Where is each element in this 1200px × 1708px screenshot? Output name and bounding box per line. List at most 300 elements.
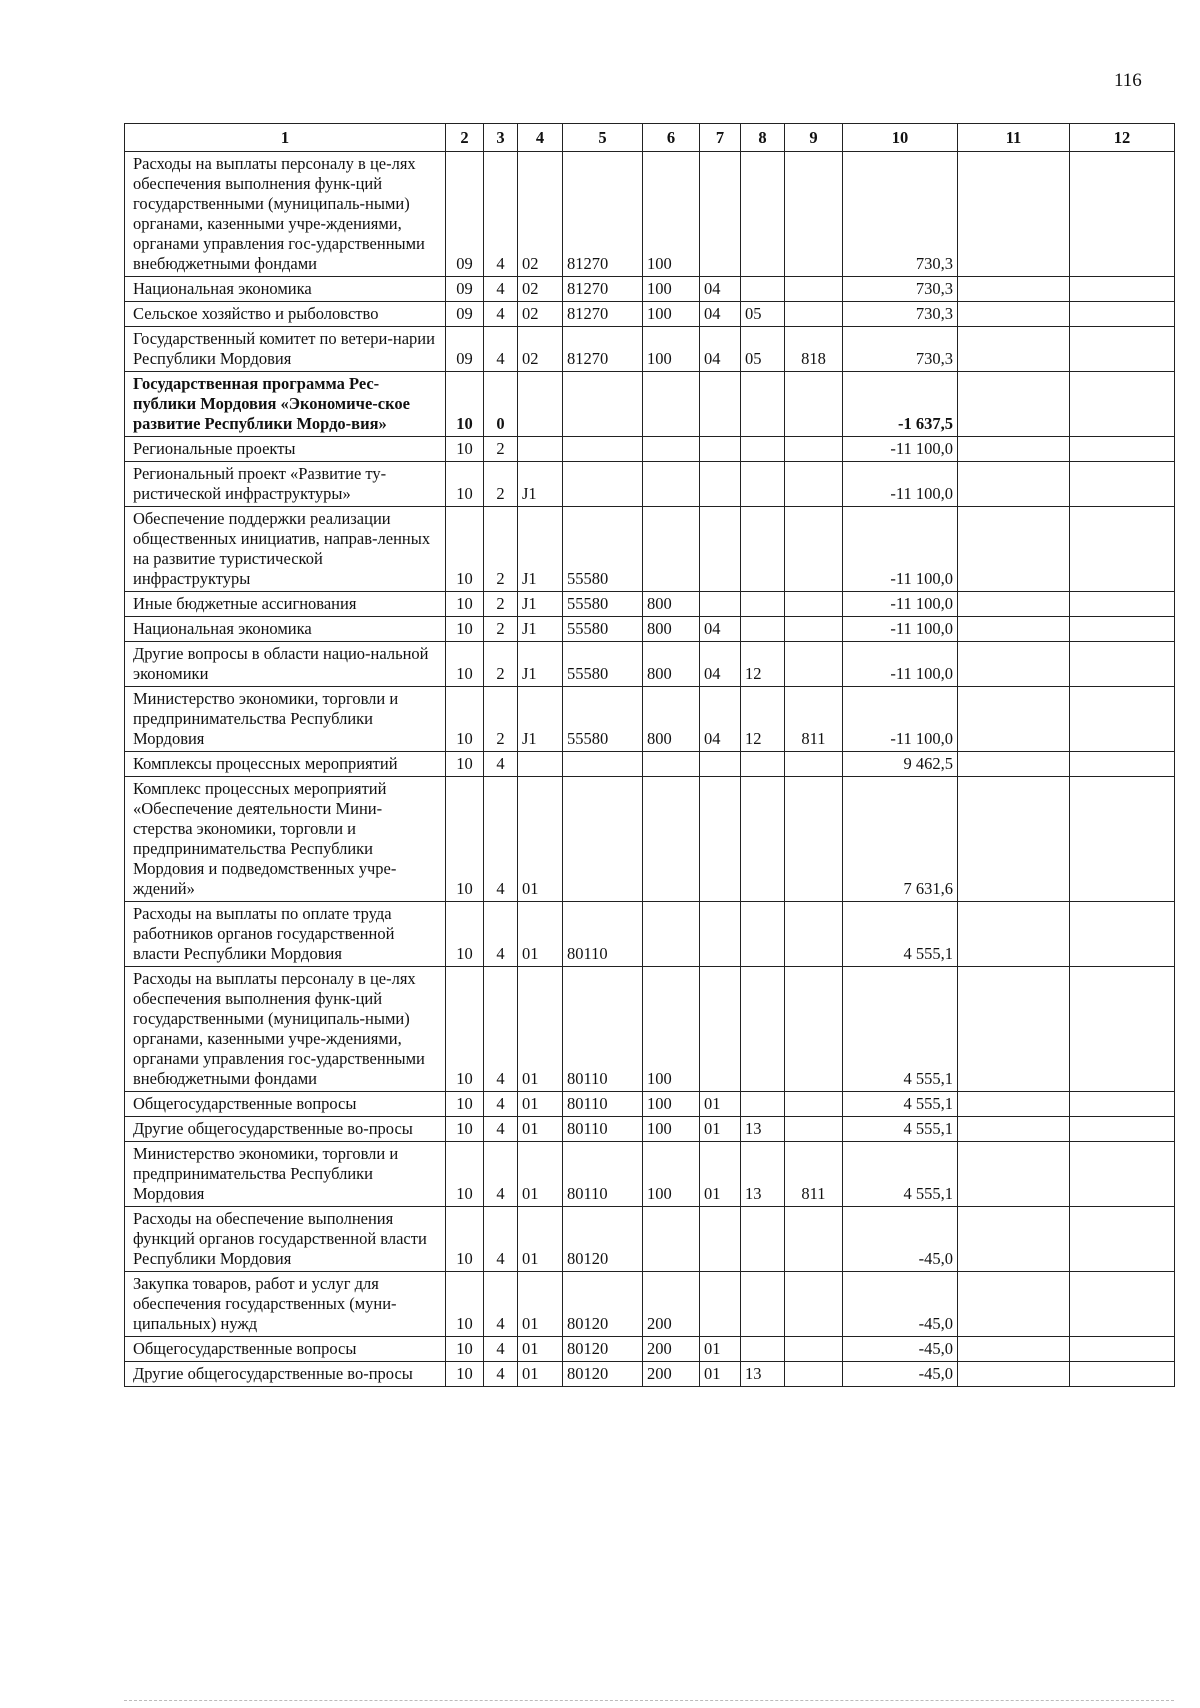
row-cell-c10: -11 100,0	[843, 592, 958, 617]
row-cell-c6: 800	[643, 642, 700, 687]
row-cell-c3: 2	[484, 687, 518, 752]
row-cell-c8	[741, 1272, 785, 1337]
table-row	[125, 1142, 1175, 1207]
row-cell-c5: 80120	[563, 1337, 643, 1362]
row-cell-c8: 12	[741, 687, 785, 752]
header-cell: 11	[958, 124, 1070, 152]
header-cell: 5	[563, 124, 643, 152]
row-name-cell: Иные бюджетные ассигнования	[125, 592, 446, 617]
row-cell-c5: 81270	[563, 152, 643, 277]
table-row	[125, 752, 1175, 777]
row-cell-c9	[785, 967, 843, 1092]
row-cell-c12	[1070, 1117, 1175, 1142]
row-cell-c10: 730,3	[843, 152, 958, 277]
row-cell-c2: 10	[446, 1117, 484, 1142]
row-cell-c12	[1070, 1362, 1175, 1387]
row-cell-c9	[785, 152, 843, 277]
row-cell-c2: 10	[446, 437, 484, 462]
row-cell-c4: 01	[518, 902, 563, 967]
row-cell-c10: -11 100,0	[843, 437, 958, 462]
row-cell-c7: 01	[700, 1337, 741, 1362]
table-row	[125, 777, 1175, 902]
row-cell-c6: 100	[643, 152, 700, 277]
row-name-cell: Расходы на выплаты персоналу в це-лях обеспечения выполнения функ-ций государственными (муниципаль-ными) органами, казенными учре-ждениями, органами управления гос-ударственными внебюджетными фондами	[125, 967, 446, 1092]
row-name-cell: Закупка товаров, работ и услуг для обеспечения государственных (муни-ципальных) нужд	[125, 1272, 446, 1337]
row-cell-c8: 13	[741, 1362, 785, 1387]
row-cell-c8	[741, 967, 785, 1092]
row-cell-c7	[700, 152, 741, 277]
row-cell-c2: 10	[446, 967, 484, 1092]
row-cell-c12	[1070, 592, 1175, 617]
row-cell-c10: -1 637,5	[843, 372, 958, 437]
row-cell-c3: 4	[484, 1092, 518, 1117]
page-bottom-rule	[124, 1700, 1174, 1701]
row-cell-c8	[741, 592, 785, 617]
row-cell-c12	[1070, 617, 1175, 642]
row-cell-c10: -45,0	[843, 1272, 958, 1337]
row-cell-c6	[643, 462, 700, 507]
row-cell-c11	[958, 1117, 1070, 1142]
row-cell-c6	[643, 777, 700, 902]
row-cell-c10: -11 100,0	[843, 642, 958, 687]
row-cell-c3: 2	[484, 592, 518, 617]
row-cell-c9	[785, 752, 843, 777]
row-cell-c9	[785, 1337, 843, 1362]
row-cell-c4: J1	[518, 617, 563, 642]
row-cell-c3: 0	[484, 372, 518, 437]
table-row	[125, 1272, 1175, 1337]
row-cell-c5: 80110	[563, 1117, 643, 1142]
row-cell-c11	[958, 437, 1070, 462]
row-name-cell: Сельское хозяйство и рыболовство	[125, 302, 446, 327]
row-cell-c11	[958, 1142, 1070, 1207]
row-cell-c12	[1070, 752, 1175, 777]
row-cell-c4: 01	[518, 967, 563, 1092]
row-cell-c2: 10	[446, 617, 484, 642]
row-cell-c5	[563, 372, 643, 437]
row-cell-c9	[785, 1207, 843, 1272]
row-cell-c2: 10	[446, 1092, 484, 1117]
row-cell-c7	[700, 1207, 741, 1272]
row-cell-c7: 04	[700, 642, 741, 687]
row-cell-c11	[958, 617, 1070, 642]
row-cell-c4	[518, 372, 563, 437]
row-cell-c4: 01	[518, 1337, 563, 1362]
page-number: 116	[1114, 70, 1142, 91]
row-cell-c3: 4	[484, 967, 518, 1092]
row-cell-c4: 01	[518, 1117, 563, 1142]
row-cell-c5: 55580	[563, 687, 643, 752]
table-row	[125, 592, 1175, 617]
row-cell-c11	[958, 1337, 1070, 1362]
row-cell-c7: 04	[700, 617, 741, 642]
row-cell-c4: 01	[518, 1272, 563, 1337]
row-cell-c5: 80120	[563, 1207, 643, 1272]
row-cell-c9	[785, 617, 843, 642]
row-cell-c9	[785, 507, 843, 592]
row-name-cell: Государственная программа Рес-публики Мордовия «Экономиче-ское развитие Республики Мордо-вия»	[125, 372, 446, 437]
row-cell-c11	[958, 302, 1070, 327]
row-cell-c5: 80110	[563, 902, 643, 967]
row-cell-c2: 10	[446, 462, 484, 507]
row-cell-c5: 55580	[563, 617, 643, 642]
row-cell-c8	[741, 152, 785, 277]
header-cell: 3	[484, 124, 518, 152]
row-cell-c2: 09	[446, 327, 484, 372]
row-cell-c7	[700, 967, 741, 1092]
row-cell-c8	[741, 462, 785, 507]
row-cell-c11	[958, 752, 1070, 777]
row-name-cell: Региональный проект «Развитие ту-ристической инфраструктуры»	[125, 462, 446, 507]
table-row	[125, 302, 1175, 327]
row-cell-c9	[785, 1272, 843, 1337]
row-cell-c11	[958, 642, 1070, 687]
row-name-cell: Расходы на выплаты персоналу в це-лях обеспечения выполнения функ-ций государственными (муниципаль-ными) органами, казенными учре-ждениями, органами управления гос-ударственными внебюджетными фондами	[125, 152, 446, 277]
row-cell-c8	[741, 1092, 785, 1117]
row-cell-c7	[700, 507, 741, 592]
row-cell-c9	[785, 777, 843, 902]
row-cell-c5: 81270	[563, 277, 643, 302]
table-row	[125, 152, 1175, 277]
row-cell-c10: 4 555,1	[843, 1092, 958, 1117]
row-cell-c12	[1070, 327, 1175, 372]
header-cell: 9	[785, 124, 843, 152]
row-cell-c11	[958, 1362, 1070, 1387]
row-cell-c4: 02	[518, 327, 563, 372]
row-cell-c6: 200	[643, 1362, 700, 1387]
row-cell-c12	[1070, 372, 1175, 437]
row-cell-c3: 2	[484, 437, 518, 462]
row-cell-c3: 4	[484, 777, 518, 902]
row-cell-c2: 10	[446, 1142, 484, 1207]
table-row	[125, 1337, 1175, 1362]
row-cell-c5: 80110	[563, 1142, 643, 1207]
row-cell-c10: 730,3	[843, 277, 958, 302]
row-cell-c7: 01	[700, 1362, 741, 1387]
row-cell-c10: 7 631,6	[843, 777, 958, 902]
row-cell-c11	[958, 687, 1070, 752]
row-cell-c8: 13	[741, 1117, 785, 1142]
row-cell-c2: 10	[446, 1362, 484, 1387]
row-cell-c7	[700, 752, 741, 777]
row-cell-c11	[958, 902, 1070, 967]
row-cell-c9	[785, 302, 843, 327]
row-cell-c6	[643, 437, 700, 462]
row-cell-c5: 80120	[563, 1272, 643, 1337]
row-cell-c4: 01	[518, 777, 563, 902]
row-cell-c6	[643, 1207, 700, 1272]
row-name-cell: Государственный комитет по ветери-нарии Республики Мордовия	[125, 327, 446, 372]
table-row	[125, 1117, 1175, 1142]
row-cell-c2: 10	[446, 372, 484, 437]
row-cell-c10: 9 462,5	[843, 752, 958, 777]
row-cell-c11	[958, 1092, 1070, 1117]
row-cell-c10: 730,3	[843, 302, 958, 327]
row-name-cell: Другие вопросы в области нацио-нальной экономики	[125, 642, 446, 687]
row-name-cell: Министерство экономики, торговли и предпринимательства Республики Мордовия	[125, 687, 446, 752]
row-cell-c7	[700, 1272, 741, 1337]
header-cell: 12	[1070, 124, 1175, 152]
header-cell: 7	[700, 124, 741, 152]
row-cell-c6: 800	[643, 687, 700, 752]
row-cell-c11	[958, 1207, 1070, 1272]
row-cell-c11	[958, 327, 1070, 372]
row-cell-c8	[741, 437, 785, 462]
row-cell-c12	[1070, 777, 1175, 902]
row-cell-c9	[785, 277, 843, 302]
row-cell-c12	[1070, 462, 1175, 507]
row-cell-c2: 10	[446, 777, 484, 902]
row-cell-c9	[785, 592, 843, 617]
row-cell-c7: 04	[700, 687, 741, 752]
row-cell-c4: 02	[518, 152, 563, 277]
row-cell-c6: 100	[643, 1092, 700, 1117]
row-cell-c4: 01	[518, 1142, 563, 1207]
row-cell-c11	[958, 1272, 1070, 1337]
row-cell-c3: 4	[484, 1337, 518, 1362]
row-cell-c6: 200	[643, 1337, 700, 1362]
row-cell-c5	[563, 462, 643, 507]
row-cell-c6	[643, 372, 700, 437]
row-cell-c12	[1070, 1272, 1175, 1337]
row-cell-c5: 81270	[563, 327, 643, 372]
row-cell-c11	[958, 777, 1070, 902]
row-cell-c9: 811	[785, 1142, 843, 1207]
row-cell-c10: 4 555,1	[843, 967, 958, 1092]
header-cell: 6	[643, 124, 700, 152]
table-row	[125, 902, 1175, 967]
row-cell-c5	[563, 777, 643, 902]
header-cell: 4	[518, 124, 563, 152]
row-name-cell: Региональные проекты	[125, 437, 446, 462]
row-cell-c11	[958, 967, 1070, 1092]
budget-table	[124, 123, 1175, 1387]
row-cell-c10: -11 100,0	[843, 687, 958, 752]
table-row	[125, 617, 1175, 642]
row-cell-c12	[1070, 507, 1175, 592]
table-row	[125, 437, 1175, 462]
row-cell-c6: 800	[643, 592, 700, 617]
row-name-cell: Расходы на обеспечение выполнения функций органов государственной власти Республики Мордовия	[125, 1207, 446, 1272]
row-cell-c4: 02	[518, 302, 563, 327]
row-cell-c4	[518, 437, 563, 462]
row-cell-c8	[741, 752, 785, 777]
row-cell-c8	[741, 1207, 785, 1272]
row-cell-c2: 10	[446, 752, 484, 777]
header-cell: 2	[446, 124, 484, 152]
row-cell-c3: 4	[484, 1142, 518, 1207]
row-cell-c6: 100	[643, 327, 700, 372]
row-cell-c2: 10	[446, 902, 484, 967]
row-cell-c6: 100	[643, 302, 700, 327]
table-row	[125, 462, 1175, 507]
table-row	[125, 1092, 1175, 1117]
row-cell-c12	[1070, 152, 1175, 277]
row-cell-c8: 05	[741, 302, 785, 327]
table-body	[125, 152, 1175, 1387]
row-cell-c10: 4 555,1	[843, 902, 958, 967]
row-cell-c3: 4	[484, 752, 518, 777]
row-cell-c10: -11 100,0	[843, 507, 958, 592]
row-cell-c6	[643, 752, 700, 777]
row-cell-c3: 4	[484, 902, 518, 967]
table-row	[125, 687, 1175, 752]
row-cell-c9	[785, 437, 843, 462]
row-cell-c2: 09	[446, 277, 484, 302]
row-cell-c7	[700, 592, 741, 617]
row-cell-c8	[741, 1337, 785, 1362]
row-name-cell: Национальная экономика	[125, 277, 446, 302]
row-cell-c11	[958, 507, 1070, 592]
header-cell: 8	[741, 124, 785, 152]
row-name-cell: Общегосударственные вопросы	[125, 1337, 446, 1362]
row-name-cell: Обеспечение поддержки реализации общественных инициатив, направ-ленных на развитие туристической инфраструктуры	[125, 507, 446, 592]
row-cell-c4: J1	[518, 687, 563, 752]
row-cell-c6: 100	[643, 967, 700, 1092]
row-cell-c6	[643, 507, 700, 592]
row-cell-c4: J1	[518, 462, 563, 507]
row-cell-c11	[958, 152, 1070, 277]
row-cell-c9	[785, 1092, 843, 1117]
row-cell-c9	[785, 902, 843, 967]
row-cell-c2: 10	[446, 1337, 484, 1362]
row-cell-c10: 4 555,1	[843, 1117, 958, 1142]
row-cell-c11	[958, 592, 1070, 617]
row-name-cell: Комплекс процессных мероприятий «Обеспечение деятельности Мини-стерства экономики, торговли и предпринимательства Республики Мордовия и подведомственных учре-ждений»	[125, 777, 446, 902]
row-cell-c2: 09	[446, 152, 484, 277]
row-cell-c3: 4	[484, 327, 518, 372]
row-cell-c4: J1	[518, 507, 563, 592]
row-cell-c3: 2	[484, 507, 518, 592]
row-cell-c12	[1070, 1092, 1175, 1117]
row-cell-c3: 4	[484, 1207, 518, 1272]
row-cell-c10: -45,0	[843, 1207, 958, 1272]
row-cell-c5	[563, 752, 643, 777]
row-cell-c6: 800	[643, 617, 700, 642]
row-cell-c5: 55580	[563, 507, 643, 592]
row-cell-c5: 80110	[563, 967, 643, 1092]
row-cell-c7: 04	[700, 302, 741, 327]
row-cell-c6: 100	[643, 277, 700, 302]
row-cell-c6	[643, 902, 700, 967]
row-cell-c3: 4	[484, 277, 518, 302]
row-cell-c4: J1	[518, 592, 563, 617]
row-cell-c12	[1070, 687, 1175, 752]
row-cell-c7	[700, 372, 741, 437]
row-cell-c10: -11 100,0	[843, 462, 958, 507]
row-cell-c11	[958, 462, 1070, 507]
table-row	[125, 277, 1175, 302]
row-cell-c9	[785, 372, 843, 437]
row-cell-c8: 13	[741, 1142, 785, 1207]
row-cell-c3: 4	[484, 302, 518, 327]
row-cell-c9	[785, 642, 843, 687]
row-cell-c3: 2	[484, 642, 518, 687]
row-cell-c9: 811	[785, 687, 843, 752]
header-row	[125, 124, 1175, 152]
row-cell-c5: 55580	[563, 592, 643, 617]
row-cell-c12	[1070, 437, 1175, 462]
row-cell-c12	[1070, 642, 1175, 687]
row-cell-c2: 10	[446, 1272, 484, 1337]
table-row	[125, 327, 1175, 372]
row-name-cell: Комплексы процессных мероприятий	[125, 752, 446, 777]
table-row	[125, 1207, 1175, 1272]
row-cell-c2: 10	[446, 1207, 484, 1272]
row-cell-c10: -45,0	[843, 1337, 958, 1362]
row-cell-c7: 01	[700, 1117, 741, 1142]
row-name-cell: Другие общегосударственные во-просы	[125, 1362, 446, 1387]
row-cell-c7: 01	[700, 1092, 741, 1117]
row-cell-c3: 4	[484, 1272, 518, 1337]
row-name-cell: Другие общегосударственные во-просы	[125, 1117, 446, 1142]
row-cell-c8: 12	[741, 642, 785, 687]
header-cell: 10	[843, 124, 958, 152]
row-cell-c7	[700, 462, 741, 507]
row-cell-c4	[518, 752, 563, 777]
row-cell-c4: J1	[518, 642, 563, 687]
row-cell-c5: 80110	[563, 1092, 643, 1117]
row-cell-c7	[700, 902, 741, 967]
row-cell-c11	[958, 277, 1070, 302]
row-cell-c12	[1070, 1337, 1175, 1362]
row-cell-c2: 09	[446, 302, 484, 327]
row-cell-c7: 04	[700, 277, 741, 302]
row-cell-c3: 4	[484, 1362, 518, 1387]
row-cell-c3: 2	[484, 617, 518, 642]
row-cell-c7: 04	[700, 327, 741, 372]
row-cell-c4: 01	[518, 1207, 563, 1272]
row-cell-c8	[741, 902, 785, 967]
row-cell-c8	[741, 277, 785, 302]
row-cell-c4: 01	[518, 1362, 563, 1387]
table-row	[125, 372, 1175, 437]
row-name-cell: Расходы на выплаты по оплате труда работников органов государственной власти Республики Мордовия	[125, 902, 446, 967]
row-cell-c8	[741, 507, 785, 592]
row-cell-c2: 10	[446, 507, 484, 592]
row-name-cell: Общегосударственные вопросы	[125, 1092, 446, 1117]
row-cell-c8: 05	[741, 327, 785, 372]
row-cell-c2: 10	[446, 642, 484, 687]
row-cell-c2: 10	[446, 592, 484, 617]
row-cell-c5: 55580	[563, 642, 643, 687]
row-name-cell: Национальная экономика	[125, 617, 446, 642]
row-cell-c12	[1070, 967, 1175, 1092]
row-cell-c11	[958, 372, 1070, 437]
row-cell-c10: -45,0	[843, 1362, 958, 1387]
row-cell-c10: 730,3	[843, 327, 958, 372]
row-cell-c6: 200	[643, 1272, 700, 1337]
row-cell-c9	[785, 1117, 843, 1142]
header-cell: 1	[125, 124, 446, 152]
row-cell-c12	[1070, 902, 1175, 967]
row-cell-c5: 81270	[563, 302, 643, 327]
row-cell-c12	[1070, 302, 1175, 327]
table-row	[125, 507, 1175, 592]
row-cell-c6: 100	[643, 1142, 700, 1207]
row-cell-c4: 02	[518, 277, 563, 302]
row-cell-c12	[1070, 1207, 1175, 1272]
row-cell-c12	[1070, 1142, 1175, 1207]
row-cell-c8	[741, 777, 785, 902]
table-row	[125, 967, 1175, 1092]
table-row	[125, 1362, 1175, 1387]
row-name-cell: Министерство экономики, торговли и предпринимательства Республики Мордовия	[125, 1142, 446, 1207]
row-cell-c9	[785, 462, 843, 507]
row-cell-c9: 818	[785, 327, 843, 372]
row-cell-c10: -11 100,0	[843, 617, 958, 642]
row-cell-c2: 10	[446, 687, 484, 752]
